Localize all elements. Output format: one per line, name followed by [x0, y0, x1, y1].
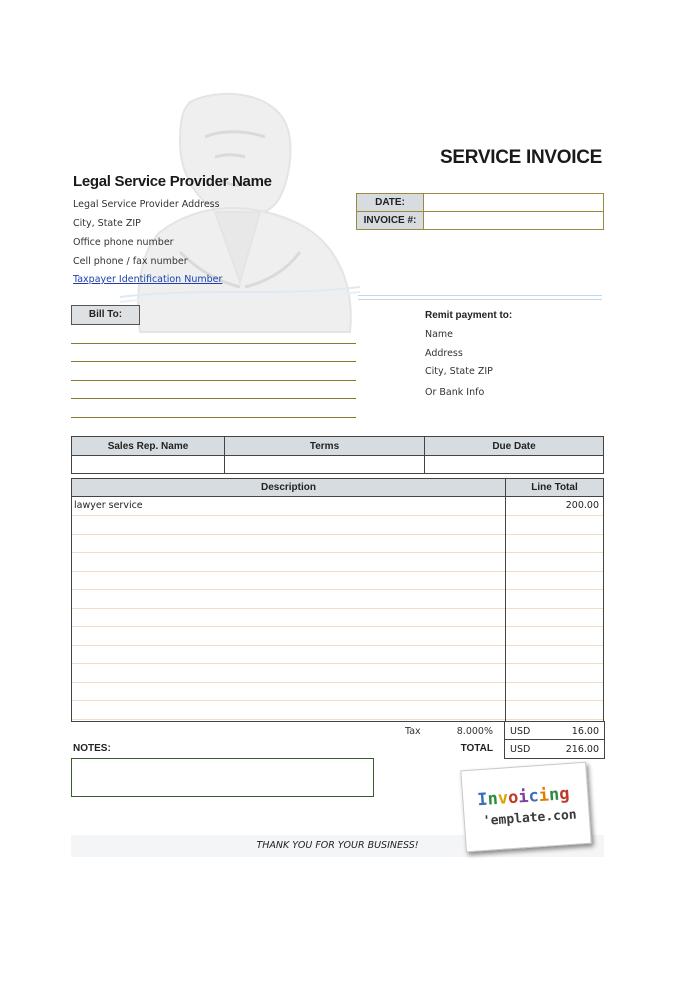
invoice-meta-table	[356, 193, 604, 230]
date-row	[357, 194, 604, 212]
logo-letter: n	[548, 784, 560, 806]
document-title: SERVICE INVOICE	[440, 147, 602, 168]
notes-box[interactable]	[71, 758, 374, 797]
company-address: Legal Service Provider Address	[73, 199, 220, 210]
table-row[interactable]	[72, 534, 603, 553]
invoice-number-label: INVOICE #:	[357, 212, 424, 230]
description-header: Description	[72, 479, 505, 497]
tax-currency: USD	[510, 726, 531, 737]
table-row[interactable]	[72, 627, 603, 646]
separator-line	[358, 295, 602, 296]
table-row[interactable]	[72, 571, 603, 590]
logo-text-top	[477, 784, 570, 810]
bill-to-line[interactable]	[71, 417, 356, 418]
total-label: TOTAL	[460, 743, 493, 754]
sales-rep-value-row	[72, 456, 604, 474]
logo-letter: i	[538, 785, 550, 807]
tax-amount: 16.00	[571, 726, 599, 737]
bill-to-line[interactable]	[71, 380, 356, 381]
notes-label: NOTES:	[73, 743, 111, 754]
invoice-number-row	[357, 212, 604, 230]
invoicing-template-logo[interactable]	[460, 762, 591, 853]
bill-to-line[interactable]	[71, 361, 356, 362]
thank-you-message: THANK YOU FOR YOUR BUSINESS!	[256, 840, 419, 851]
item-line-total[interactable]: 200.00	[565, 500, 599, 511]
column-divider	[505, 479, 506, 721]
taxpayer-id-link[interactable]: Taxpayer Identification Number	[73, 274, 223, 285]
logo-letter: o	[507, 787, 520, 809]
table-row[interactable]	[72, 701, 603, 720]
sales-rep-header-row	[72, 437, 604, 456]
line-total-header: Line Total	[506, 479, 603, 497]
company-office-phone: Office phone number	[73, 237, 174, 248]
company-cell-fax: Cell phone / fax number	[73, 256, 188, 267]
company-name: Legal Service Provider Name	[73, 173, 272, 190]
logo-letter: i	[517, 786, 530, 808]
remit-name: Name	[425, 329, 454, 340]
sales-rep-cell[interactable]	[72, 456, 225, 474]
line-items-table	[71, 478, 604, 722]
company-city-state-zip: City, State ZIP	[73, 218, 141, 229]
total-amount-row	[505, 739, 604, 757]
logo-letter: v	[497, 788, 509, 809]
logo-letter: n	[486, 788, 499, 810]
due-date-header: Due Date	[425, 437, 604, 456]
logo-letter: I	[476, 789, 489, 811]
date-label: DATE:	[357, 194, 424, 212]
table-row[interactable]	[72, 497, 603, 516]
logo-letter: c	[527, 786, 540, 807]
tax-rate[interactable]: 8.000%	[456, 726, 493, 737]
table-row[interactable]	[72, 608, 603, 627]
separator-line	[358, 299, 602, 300]
logo-letter: g	[558, 783, 571, 805]
total-currency: USD	[510, 744, 531, 755]
table-row[interactable]	[72, 645, 603, 664]
sales-rep-table	[71, 436, 604, 474]
total-amount: 216.00	[565, 744, 599, 755]
terms-cell[interactable]	[225, 456, 425, 474]
table-row[interactable]	[72, 553, 603, 572]
logo-text-bottom: 'emplate.con	[482, 807, 578, 830]
watermark-illustration	[120, 82, 360, 352]
remit-bank-info: Or Bank Info	[425, 387, 485, 398]
due-date-cell[interactable]	[425, 456, 604, 474]
tax-label: Tax	[405, 726, 421, 737]
table-row[interactable]	[72, 682, 603, 701]
remit-payment-label: Remit payment to:	[425, 310, 513, 321]
bill-to-label: Bill To:	[71, 305, 140, 325]
sales-rep-header: Sales Rep. Name	[72, 437, 225, 456]
date-value-cell[interactable]	[424, 194, 604, 212]
table-row[interactable]	[72, 590, 603, 609]
remit-city-state-zip: City, State ZIP	[425, 366, 493, 377]
table-row[interactable]	[72, 664, 603, 683]
summary-box	[504, 721, 605, 759]
bill-to-line[interactable]	[71, 343, 356, 344]
invoice-number-value-cell[interactable]	[424, 212, 604, 230]
item-description[interactable]: lawyer service	[74, 500, 143, 511]
bill-to-line[interactable]	[71, 398, 356, 399]
remit-address: Address	[425, 348, 463, 359]
terms-header: Terms	[225, 437, 425, 456]
tax-amount-row	[505, 721, 604, 740]
table-row[interactable]	[72, 516, 603, 535]
